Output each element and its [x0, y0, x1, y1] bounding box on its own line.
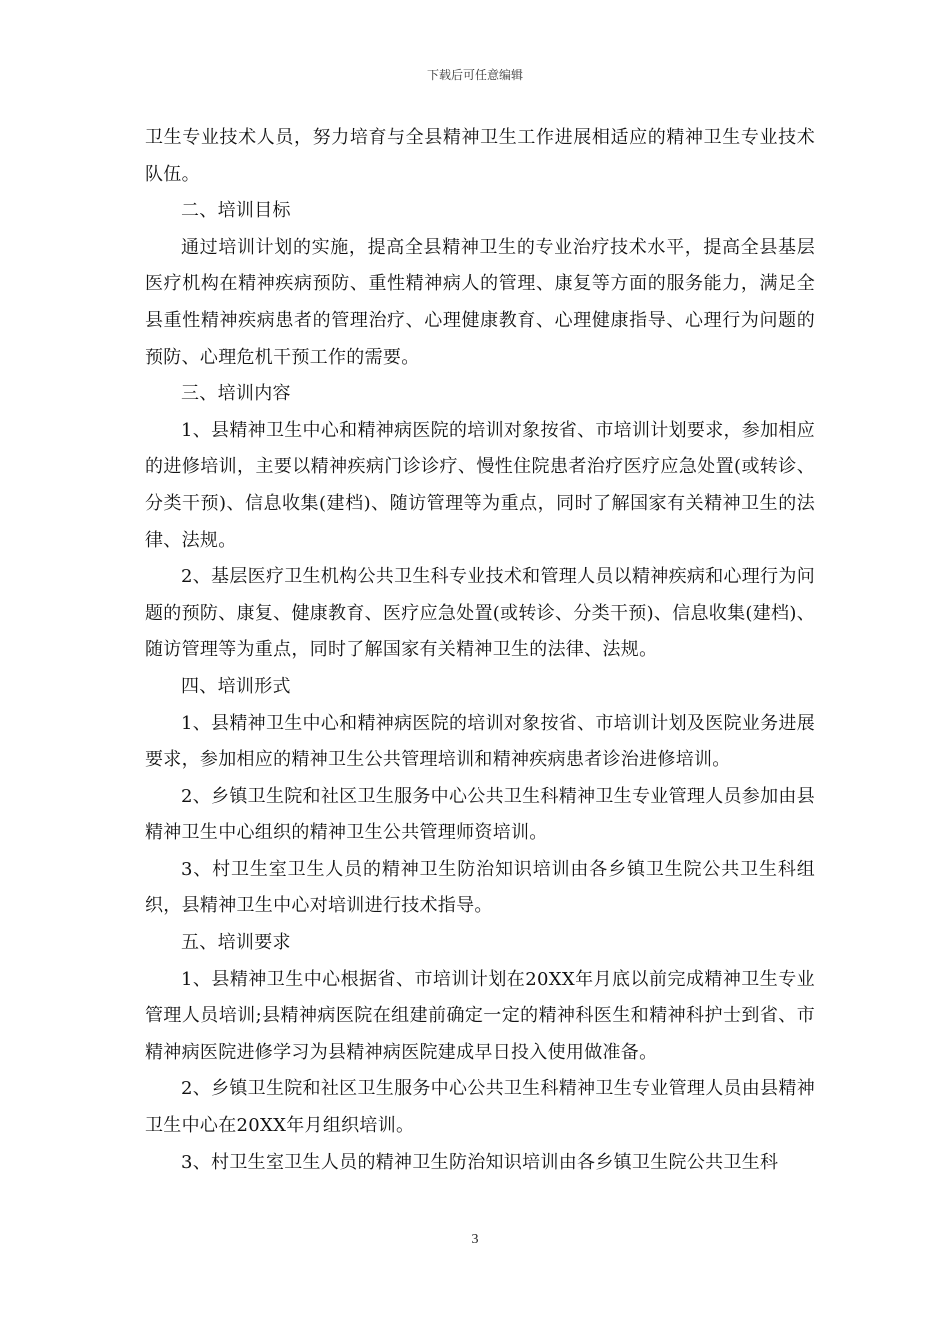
page-number: 3: [471, 1232, 479, 1247]
paragraph-training-goals: 通过培训计划的实施，提高全县精神卫生的专业治疗技术水平，提高全县基层医疗机构在精神疾病预防、重性精神病人的管理、康复等方面的服务能力，满足全县重性精神疾病患者的管理治疗、心理健康教育、心理健康指导、心理行为问题的预防、心理危机干预工作的需要。: [145, 236, 815, 368]
paragraph-continuation: 卫生专业技术人员，努力培育与全县精神卫生工作进展相适应的精神卫生专业技术队伍。: [145, 127, 815, 185]
section-heading-training-format: 四、培训形式: [181, 675, 291, 697]
paragraph-format-item-3: 3、村卫生室卫生人员的精神卫生防治知识培训由各乡镇卫生院公共卫生科组织，县精神卫生中心对培训进行技术指导。: [145, 858, 815, 917]
paragraph-requirements-item-1: 1、县精神卫生中心根据省、市培训计划在20XX年月底以前完成精神卫生专业管理人员培训;县精神病医院在组建前确定一定的精神科医生和精神科护士到省、市精神病医院进修学习为县精神病医院建成早日投入使用做准备。: [145, 968, 815, 1063]
paragraph-requirements-item-2: 2、乡镇卫生院和社区卫生服务中心公共卫生科精神卫生专业管理人员由县精神卫生中心在20XX年月组织培训。: [145, 1078, 815, 1137]
paragraph-format-item-1: 1、县精神卫生中心和精神病医院的培训对象按省、市培训计划及医院业务进展要求，参加相应的精神卫生公共管理培训和精神疾病患者诊治进修培训。: [145, 712, 815, 771]
document-body: [145, 120, 815, 1181]
section-heading-training-goals: 二、培训目标: [181, 200, 291, 222]
paragraph-requirements-item-3: 3、村卫生室卫生人员的精神卫生防治知识培训由各乡镇卫生院公共卫生科: [181, 1151, 779, 1173]
section-heading-training-requirements: 五、培训要求: [181, 932, 291, 954]
paragraph-format-item-2: 2、乡镇卫生院和社区卫生服务中心公共卫生科精神卫生专业管理人员参加由县精神卫生中心组织的精神卫生公共管理师资培训。: [145, 785, 815, 844]
paragraph-content-item-2: 2、基层医疗卫生机构公共卫生科专业技术和管理人员以精神疾病和心理行为问题的预防、康复、健康教育、医疗应急处置(或转诊、分类干预)、信息收集(建档)、随访管理等为重点，同时了解国家有关精神卫生的法律、法规。: [145, 566, 815, 661]
page-header: 下载后可任意编辑: [426, 68, 523, 82]
section-heading-training-content: 三、培训内容: [181, 383, 291, 405]
paragraph-content-item-1: 1、县精神卫生中心和精神病医院的培训对象按省、市培训计划要求，参加相应的进修培训，主要以精神疾病门诊诊疗、慢性住院患者治疗医疗应急处置(或转诊、分类干预)、信息收集(建档)、随访管理等为重点，同时了解国家有关精神卫生的法律、法规。: [145, 419, 815, 551]
